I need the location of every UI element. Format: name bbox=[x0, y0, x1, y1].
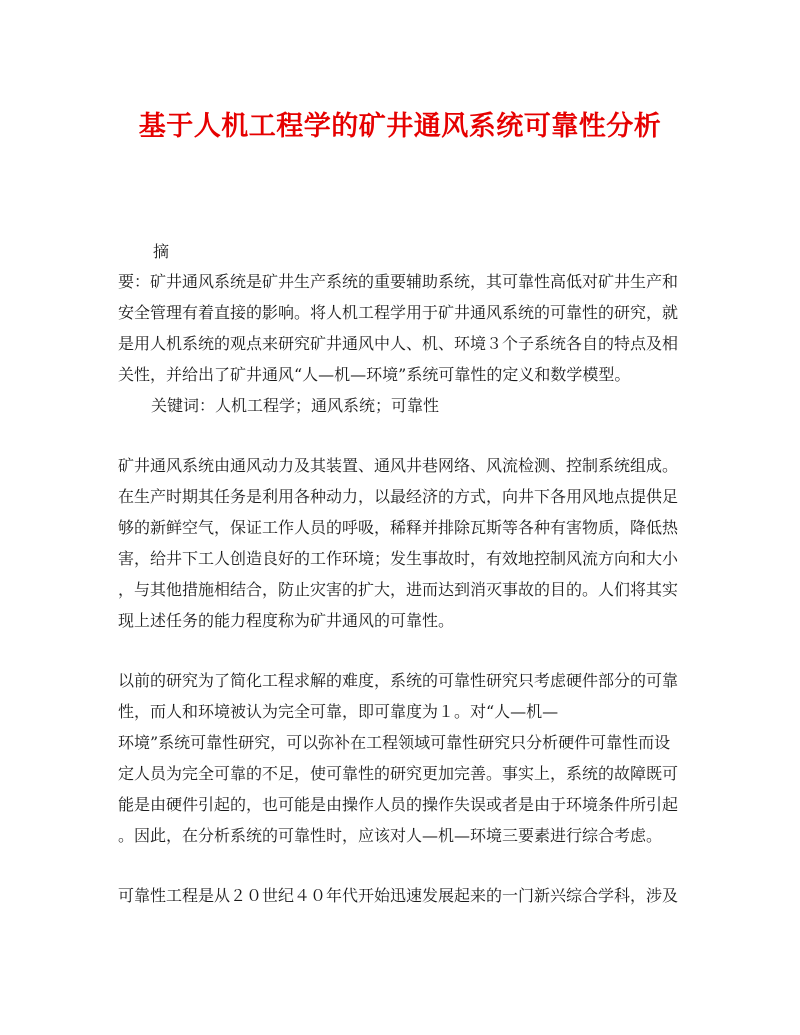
paragraph-1-line-6: 现上述任务的能力程度称为矿井通风的可靠性。 bbox=[118, 611, 455, 630]
paragraph-1-line-4: 害，给井下工人创造良好的工作环境；发生事故时，有效地控制风流方向和大小 bbox=[118, 549, 679, 568]
abstract-line-1: 要：矿井通风系统是矿井生产系统的重要辅助系统，其可靠性高低对矿井生产和 bbox=[118, 272, 679, 291]
abstract-heading: 摘 bbox=[153, 242, 170, 261]
paragraph-2-line-3: 环境”系统可靠性研究，可以弥补在工程领域可靠性研究只分析硬件可靠性而设 bbox=[118, 733, 671, 752]
keywords: 关键词：人机工程学；通风系统；可靠性 bbox=[151, 396, 440, 415]
document-title: 基于人机工程学的矿井通风系统可靠性分析 bbox=[138, 111, 662, 142]
abstract-line-2: 安全管理有着直接的影响。将人机工程学用于矿井通风系统的可靠性的研究，就 bbox=[118, 303, 679, 322]
paragraph-2-line-5: 能是由硬件引起的，也可能是由操作人员的操作失误或者是由于环境条件所引起 bbox=[118, 795, 679, 814]
paragraph-2-line-4: 定人员为完全可靠的不足，使可靠性的研究更加完善。事实上，系统的故障既可 bbox=[118, 764, 679, 783]
paragraph-1-line-5: ，与其他措施相结合，防止灾害的扩大，进而达到消灭事故的目的。人们将其实 bbox=[118, 580, 679, 599]
paragraph-2-line-6: 。因此，在分析系统的可靠性时，应该对人—机—环境三要素进行综合考虑。 bbox=[118, 826, 663, 845]
paragraph-3-line-1: 可靠性工程是从２０世纪４０年代开始迅速发展起来的一门新兴综合学科，涉及 bbox=[118, 886, 679, 905]
abstract-line-3: 是用人机系统的观点来研究矿井通风中人、机、环境３个子系统各自的特点及相 bbox=[118, 334, 679, 353]
paragraph-2-line-2: 性，而人和环境被认为完全可靠，即可靠度为１。对“人—机— bbox=[118, 702, 559, 721]
paragraph-1-line-1: 矿井通风系统由通风动力及其装置、通风井巷网络、风流检测、控制系统组成。 bbox=[118, 456, 679, 475]
paragraph-2-line-1: 以前的研究为了简化工程求解的难度，系统的可靠性研究只考虑硬件部分的可靠 bbox=[118, 671, 679, 690]
paragraph-1-line-2: 在生产时期其任务是利用各种动力，以最经济的方式，向井下各用风地点提供足 bbox=[118, 487, 679, 506]
paragraph-1-line-3: 够的新鲜空气，保证工作人员的呼吸，稀释并排除瓦斯等各种有害物质，降低热 bbox=[118, 518, 679, 537]
abstract-line-4: 关性，并给出了矿井通风“人—机—环境”系统可靠性的定义和数学模型。 bbox=[118, 365, 631, 384]
